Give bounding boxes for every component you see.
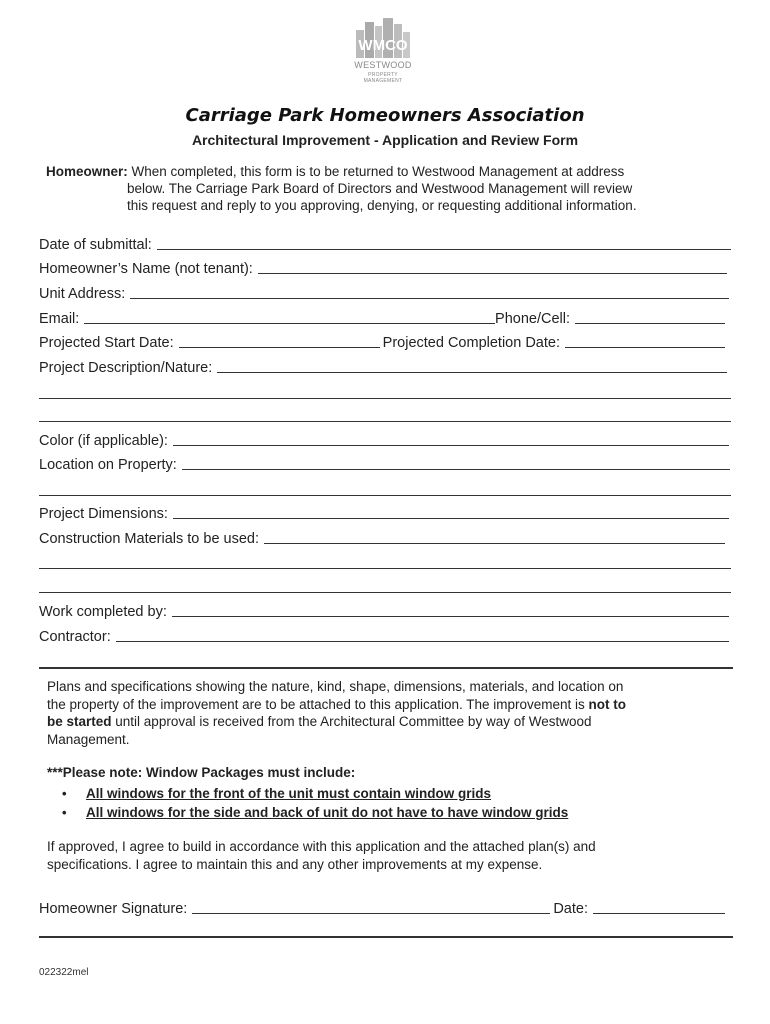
unit-address-row <box>39 280 729 302</box>
intro-line-2: below. The Carriage Park Board of Directors and Westwood Management will review <box>127 181 633 196</box>
list-item: • All windows for the side and back of unit do not have to have window grids <box>62 805 569 820</box>
page-title: Carriage Park Homeowners Association <box>185 105 585 126</box>
materials-field[interactable] <box>264 543 725 544</box>
unit-address-field[interactable] <box>130 298 729 299</box>
location-label: Location on Property: <box>39 457 177 473</box>
work-completed-label: Work completed by: <box>39 604 167 620</box>
phone-label: Phone/Cell: <box>495 311 570 327</box>
description-line-2[interactable] <box>39 398 731 399</box>
homeowner-name-label: Homeowner’s Name (not tenant): <box>39 261 253 277</box>
logo-name: WESTWOOD <box>354 60 412 70</box>
location-field[interactable] <box>182 469 730 470</box>
color-row <box>39 427 729 449</box>
date-submittal-label: Date of submittal: <box>39 237 152 253</box>
location-line-2[interactable] <box>39 495 731 496</box>
description-row <box>39 354 727 376</box>
dimensions-label: Project Dimensions: <box>39 506 168 522</box>
window-note-heading: ***Please note: Window Packages must include: <box>47 765 356 780</box>
materials-row <box>39 525 725 547</box>
work-completed-row <box>39 598 729 620</box>
phone-field[interactable] <box>575 323 725 324</box>
building-skyline-icon <box>352 16 414 60</box>
description-label: Project Description/Nature: <box>39 360 213 376</box>
list-item: • All windows for the front of the unit must contain window grids <box>62 786 491 801</box>
signature-date-field[interactable] <box>593 913 725 914</box>
color-label: Color (if applicable): <box>39 433 168 449</box>
start-date-field[interactable] <box>179 347 380 348</box>
footer-divider <box>39 936 733 938</box>
window-note-list <box>62 784 568 822</box>
section-divider <box>39 667 733 669</box>
description-line-3[interactable] <box>39 421 731 422</box>
logo-tagline: PROPERTY MANAGEMENT <box>363 72 403 84</box>
completion-date-label: Projected Completion Date: <box>382 335 560 351</box>
signature-label: Homeowner Signature: <box>39 901 188 917</box>
bullet-icon: • <box>62 786 67 801</box>
materials-line-2[interactable] <box>39 568 731 569</box>
signature-date-label: Date: <box>553 901 588 917</box>
date-submittal-field[interactable] <box>157 249 731 250</box>
intro-line-1: Homeowner: When completed, this form is to be returned to Westwood Management at address <box>46 164 625 179</box>
work-completed-field[interactable] <box>172 616 729 617</box>
location-row <box>39 451 730 473</box>
signature-field[interactable] <box>192 913 550 914</box>
unit-address-label: Unit Address: <box>39 286 126 302</box>
form-code: 022322mel <box>39 967 89 978</box>
date-submittal-row <box>39 231 731 253</box>
logo-mark: WMCO <box>358 37 408 54</box>
intro-instructions <box>46 163 686 214</box>
homeowner-name-field[interactable] <box>258 273 727 274</box>
intro-line-3: this request and reply to you approving, denying, or requesting additional information. <box>127 198 637 213</box>
dimensions-field[interactable] <box>173 518 729 519</box>
color-field[interactable] <box>173 445 729 446</box>
dimensions-row <box>39 500 729 522</box>
contractor-field[interactable] <box>116 641 729 642</box>
bullet-icon: • <box>62 805 67 820</box>
intro-label: Homeowner: <box>46 164 128 179</box>
plans-paragraph: Plans and specifications showing the nature, kind, shape, dimensions, materials, and location on the property of the improvement are to be attached to this application. The improvement is not to be started until approval is received from the Architectural Committee by way of Westwood Management. <box>47 679 627 747</box>
page-subtitle: Architectural Improvement - Application and Review Form <box>191 132 579 148</box>
email-field[interactable] <box>84 323 495 324</box>
email-label: Email: <box>39 311 80 327</box>
agreement-paragraph: If approved, I agree to build in accordance with this application and the attached plan(s) and specifications. I agree to maintain this and any other improvements at my expense. <box>47 839 596 872</box>
homeowner-name-row <box>39 255 727 277</box>
contractor-label: Contractor: <box>39 629 111 645</box>
materials-label: Construction Materials to be used: <box>39 531 260 547</box>
contractor-row <box>39 623 729 645</box>
start-date-label: Projected Start Date: <box>39 335 174 351</box>
completion-date-field[interactable] <box>565 347 725 348</box>
westwood-logo <box>352 16 414 84</box>
description-field[interactable] <box>217 372 727 373</box>
dates-row <box>39 329 725 351</box>
materials-line-3[interactable] <box>39 592 731 593</box>
signature-row <box>39 895 725 917</box>
email-phone-row <box>39 305 725 327</box>
